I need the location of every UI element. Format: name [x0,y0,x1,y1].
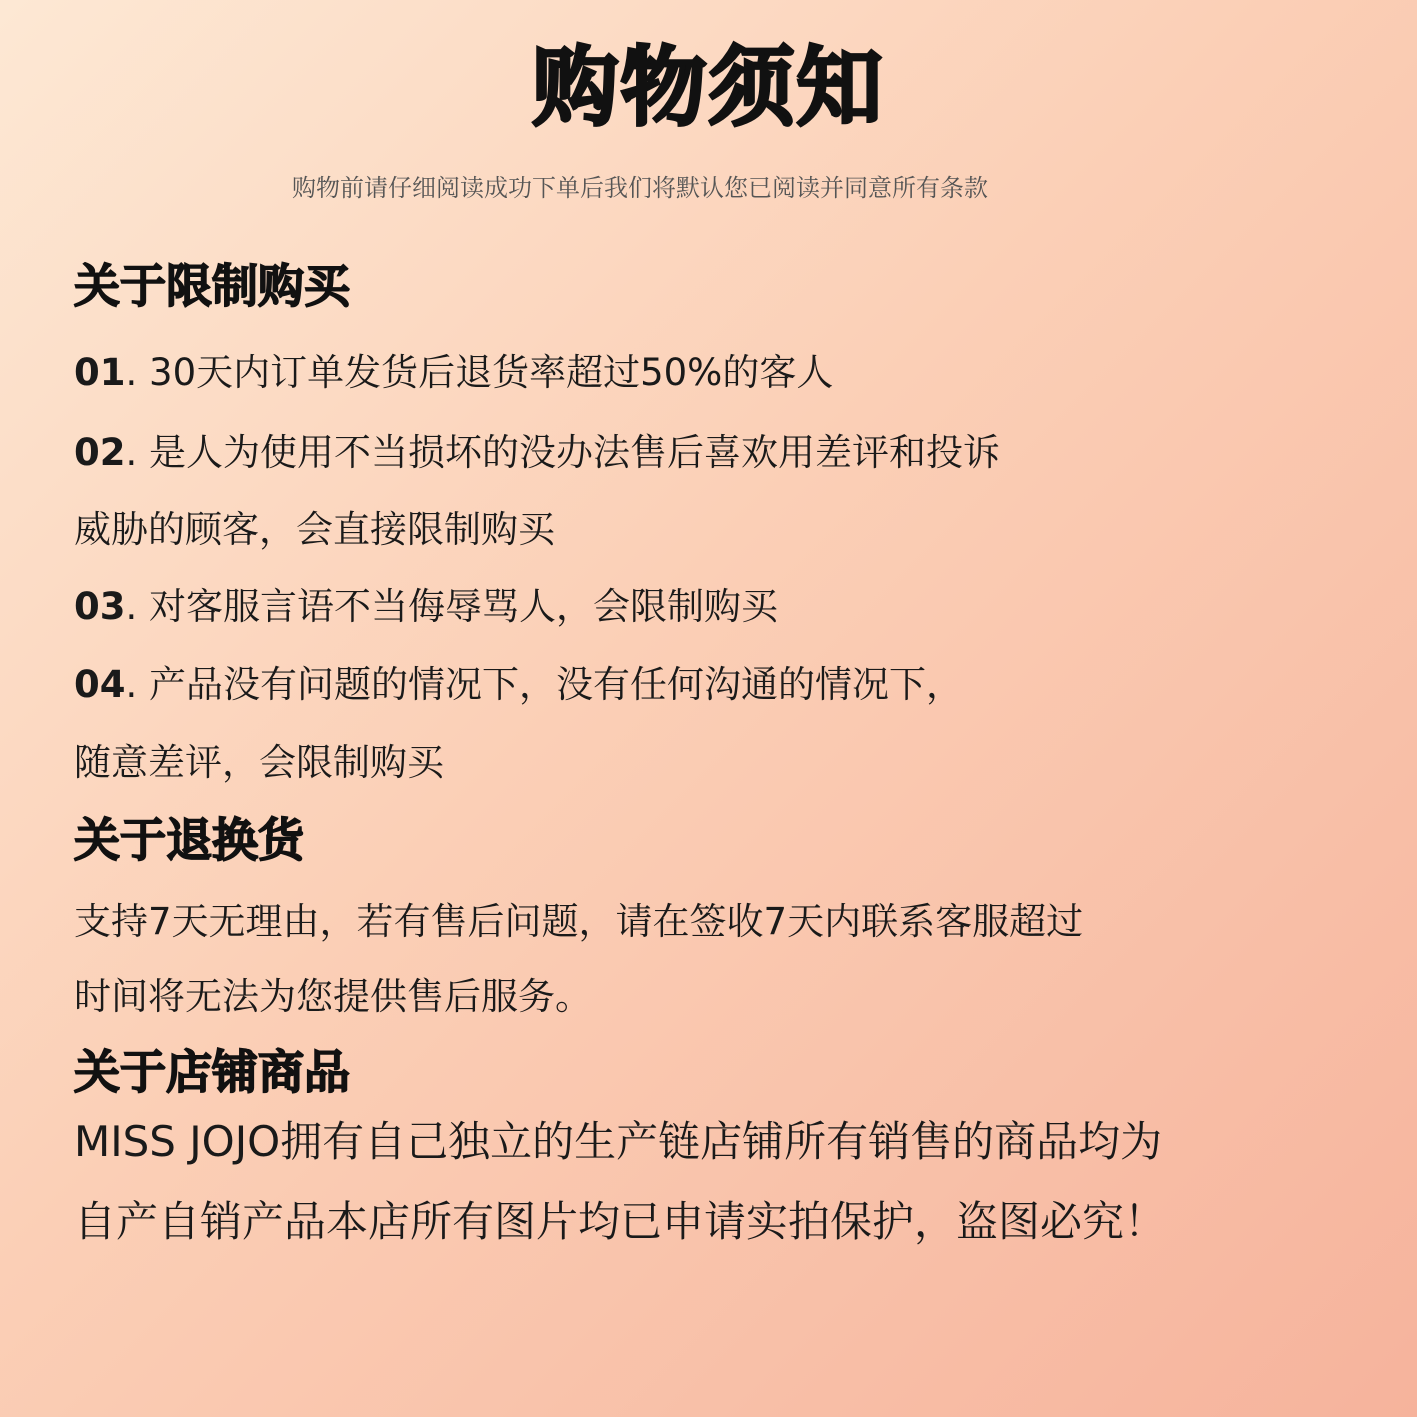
list-item [74,428,1000,478]
section-heading-store-products: 关于店铺商品 [74,1045,350,1099]
list-item-continuation [74,738,444,788]
list-item [74,582,778,632]
list-item-continuation [74,505,555,555]
item-text: 威胁的顾客，会直接限制购买 [74,508,555,551]
item-number: 04 [74,663,126,706]
page-title: 购物须知 [532,38,885,138]
item-text: . 30天内订单发货后退货率超过50%的客人 [125,351,834,394]
item-text: . 产品没有问题的情况下，没有任何沟通的情况下， [125,663,964,706]
section-heading-purchase-restriction: 关于限制购买 [74,259,350,313]
item-text: . 是人为使用不当损坏的没办法售后喜欢用差评和投诉 [125,431,1001,474]
item-text: 随意差评，会限制购买 [74,741,444,784]
list-item [74,348,833,398]
paragraph-line: MISS JOJO拥有自己独立的生产链店铺所有销售的商品均为 [74,1117,1163,1166]
page-subtitle: 购物前请仔细阅读成功下单后我们将默认您已阅读并同意所有条款 [292,174,988,202]
item-text: . 对客服言语不当侮辱骂人，会限制购买 [125,585,779,628]
item-number: 02 [74,431,126,474]
item-number: 03 [74,585,126,628]
paragraph-line: 时间将无法为您提供售后服务。 [74,975,592,1018]
list-item [74,660,963,710]
paragraph-line: 支持7天无理由，若有售后问题，请在签收7天内联系客服超过 [74,900,1084,943]
paragraph-line: 自产自销产品本店所有图片均已申请实拍保护，盗图必究！ [74,1197,1167,1246]
section-heading-returns: 关于退换货 [74,813,304,867]
item-number: 01 [74,351,126,394]
